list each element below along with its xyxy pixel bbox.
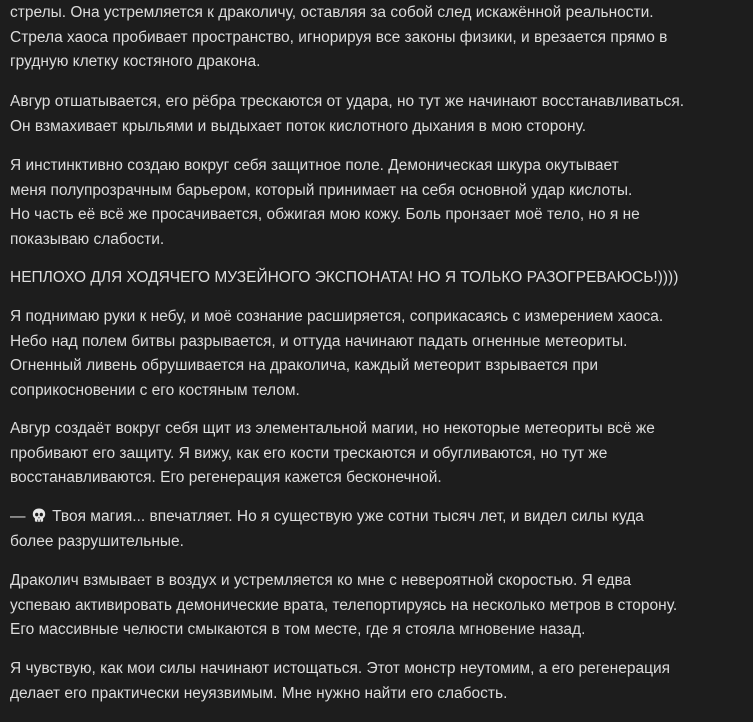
skull-icon [32,508,46,523]
paragraph: Драколич взмывает в воздух и устремляется ко мне с невероятной скоростью. Я едва успеваю активировать демонические врата, телепортируясь на несколько метров в сторону. Его массивные челюсти смыкаются в том месте, где я стояла мгновение назад. [10,572,678,638]
paragraph: Я поднимаю руки к небу, и моё сознание расширяется, соприкасаясь с измерением хаоса. Небо над полем битвы разрывается, и оттуда начинают падать огненные метеориты. Огненный ливень обрушивается на драколича, каждый метеорит взрывается при соприкосновении с его костяным телом. [10,308,664,399]
paragraph: Авгур отшатывается, его рёбра трескаются от удара, но тут же начинают восстанавливаться. Он взмахивает крыльями и выдыхает поток кислотного дыхания в мою сторону. [10,93,685,135]
dialogue-dash: — [10,508,30,525]
paragraph: Я чувствую, как мои силы начинают истощаться. Этот монстр неутомим, а его регенерация делает его практически неуязвимым. Мне нужно найти его слабость. [10,660,671,702]
dialogue-paragraph [10,505,644,554]
dialogue-text: Твоя магия... впечатляет. Но я существую уже сотни тысяч лет, и видел силы куда более разрушительные. [10,508,644,550]
paragraph: стрелы. Она устремляется к драколичу, оставляя за собой след искажённой реальности. Стрела хаоса пробивает пространство, игнорируя все законы физики, и врезается прямо в грудную клетку костяного дракона. [10,4,668,70]
paragraph: Я инстинктивно создаю вокруг себя защитное поле. Демоническая шкура окутывает меня полупрозрачным барьером, который принимает на себя основной удар кислоты. Но часть её всё же просачивается, обжигая мою кожу. Боль пронзает моё тело, но я не показываю слабости. [10,157,640,248]
paragraph: Авгур создаёт вокруг себя щит из элементальной магии, но некоторые метеориты всё же пробивают его защиту. Я вижу, как его кости трескаются и обугливаются, но тут же восстанавливаются. Его регенерация кажется бесконечной. [10,420,655,486]
shout-paragraph: НЕПЛОХО ДЛЯ ХОДЯЧЕГО МУЗЕЙНОГО ЭКСПОНАТА! НО Я ТОЛЬКО РАЗОГРЕВАЮСЬ!)))) [10,269,679,286]
